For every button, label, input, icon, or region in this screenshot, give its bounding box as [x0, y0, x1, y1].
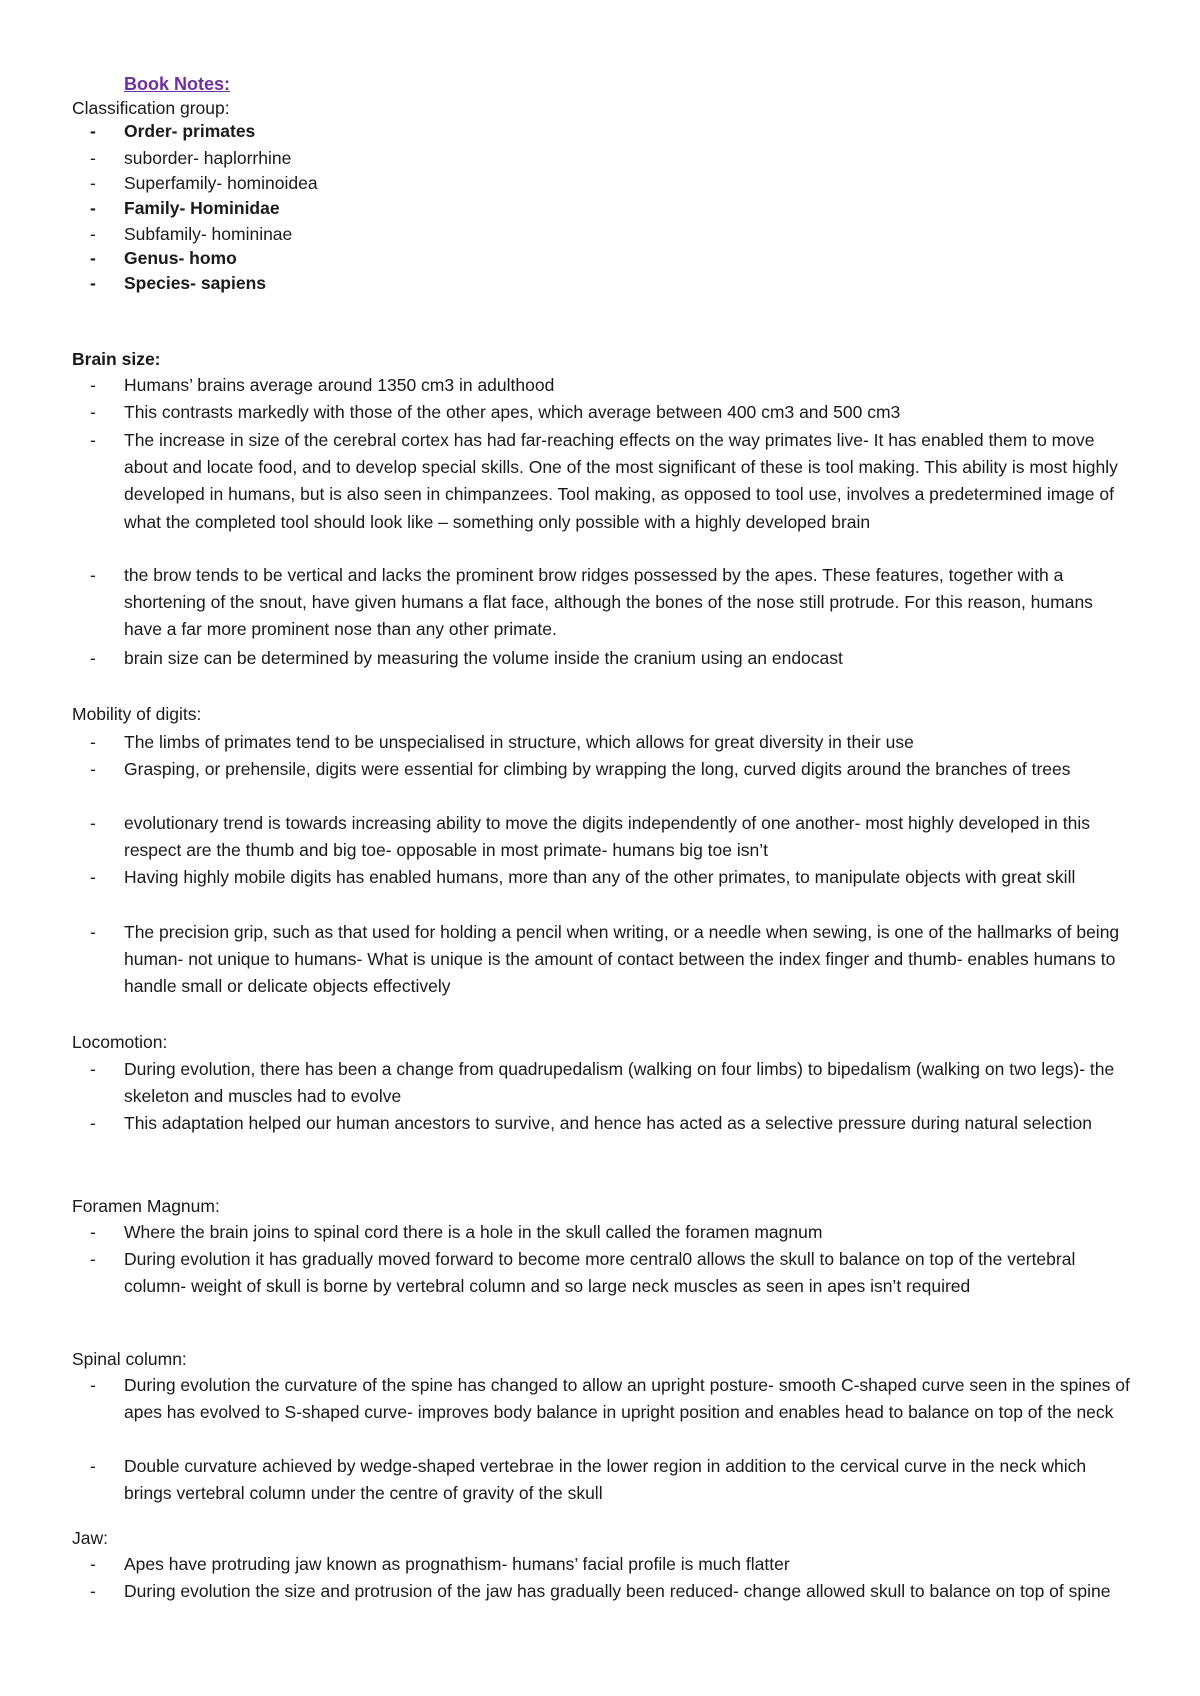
list-item: - the brow tends to be vertical and lacks the prominent brow ridges possessed by the apes. These features, together with a shortening of the snout, have given humans a flat face, although the bones of the nose still protrude. For this reason, humans have a far more prominent nose than any other primate. [90, 565, 1093, 640]
list-item: - During evolution, there has been a change from quadrupedalism (walking on four limbs) to bipedalism (walking on two legs)- the skeleton and muscles had to evolve [90, 1059, 1115, 1107]
list-item: - The precision grip, such as that used for holding a pencil when writing, or a needle when sewing, is one of the hallmarks of being human- not unique to humans- What is unique is the amount of contact between the index finger and thumb- enables humans to handle small or delicate objects effectively [90, 922, 1120, 997]
section-heading-brain-size: Brain size: [72, 349, 161, 369]
page-title: Book Notes: [124, 74, 231, 94]
list-item: - During evolution the curvature of the spine has changed to allow an upright posture- smooth C-shaped curve seen in the spines of apes has evolved to S-shaped curve- improves body balance in upright position and enables head to balance on top of the neck [90, 1375, 1130, 1423]
list-item: - Family- Hominidae [90, 198, 280, 218]
list-item: - Superfamily- hominoidea [90, 173, 318, 193]
list-item: - Species- sapiens [90, 273, 267, 293]
list-item: - Genus- homo [90, 248, 237, 268]
section-heading-foramen: Foramen Magnum: [72, 1196, 220, 1216]
list-item: - Double curvature achieved by wedge-shaped vertebrae in the lower region in addition to the cervical curve in the neck which brings vertebral column under the centre of gravity of the skull [90, 1456, 1087, 1504]
section-heading-mobility: Mobility of digits: [72, 704, 202, 724]
section-heading-locomotion: Locomotion: [72, 1032, 168, 1052]
list-item: - During evolution the size and protrusion of the jaw has gradually been reduced- change allowed skull to balance on top of spine [90, 1581, 1111, 1601]
list-item: - Having highly mobile digits has enabled humans, more than any of the other primates, to manipulate objects with great skill [90, 867, 1076, 887]
list-item: - The increase in size of the cerebral cortex has had far-reaching effects on the way primates live- It has enabled them to move about and locate food, and to develop special skills. One of the most significant of these is tool making. This ability is most highly developed in humans, but is also seen in chimpanzees. Tool making, as opposed to tool use, involves a predetermined image of what the completed tool should look like – something only possible with a highly developed brain [90, 430, 1118, 532]
list-item: - During evolution it has gradually moved forward to become more central0 allows the skull to balance on top of the vertebral column- weight of skull is borne by vertebral column and so large neck muscles as seen in apes isn’t required [90, 1249, 1076, 1297]
section-heading-classification: Classification group: [72, 98, 230, 118]
list-item: - evolutionary trend is towards increasing ability to move the digits independently of one another- most highly developed in this respect are the thumb and big toe- opposable in most primate- humans big toe isn’t [90, 813, 1090, 861]
list-item: - Subfamily- homininae [90, 224, 293, 244]
list-item: - Apes have protruding jaw known as prognathism- humans’ facial profile is much flatter [90, 1554, 790, 1574]
list-item: - This contrasts markedly with those of the other apes, which average between 400 cm3 and 500 cm3 [90, 402, 901, 422]
list-item: - suborder- haplorrhine [90, 148, 292, 168]
list-item: - Where the brain joins to spinal cord there is a hole in the skull called the foramen magnum [90, 1222, 823, 1242]
section-heading-spinal: Spinal column: [72, 1349, 187, 1369]
list-item: - Humans’ brains average around 1350 cm3 in adulthood [90, 375, 555, 395]
list-item: - The limbs of primates tend to be unspecialised in structure, which allows for great diversity in their use [90, 732, 914, 752]
list-item: - This adaptation helped our human ancestors to survive, and hence has acted as a selective pressure during natural selection [90, 1113, 1092, 1133]
section-heading-jaw: Jaw: [72, 1528, 108, 1548]
list-item: - Order- primates [90, 121, 256, 141]
list-item: - Grasping, or prehensile, digits were essential for climbing by wrapping the long, curved digits around the branches of trees [90, 759, 1071, 779]
list-item: - brain size can be determined by measuring the volume inside the cranium using an endocast [90, 648, 843, 668]
